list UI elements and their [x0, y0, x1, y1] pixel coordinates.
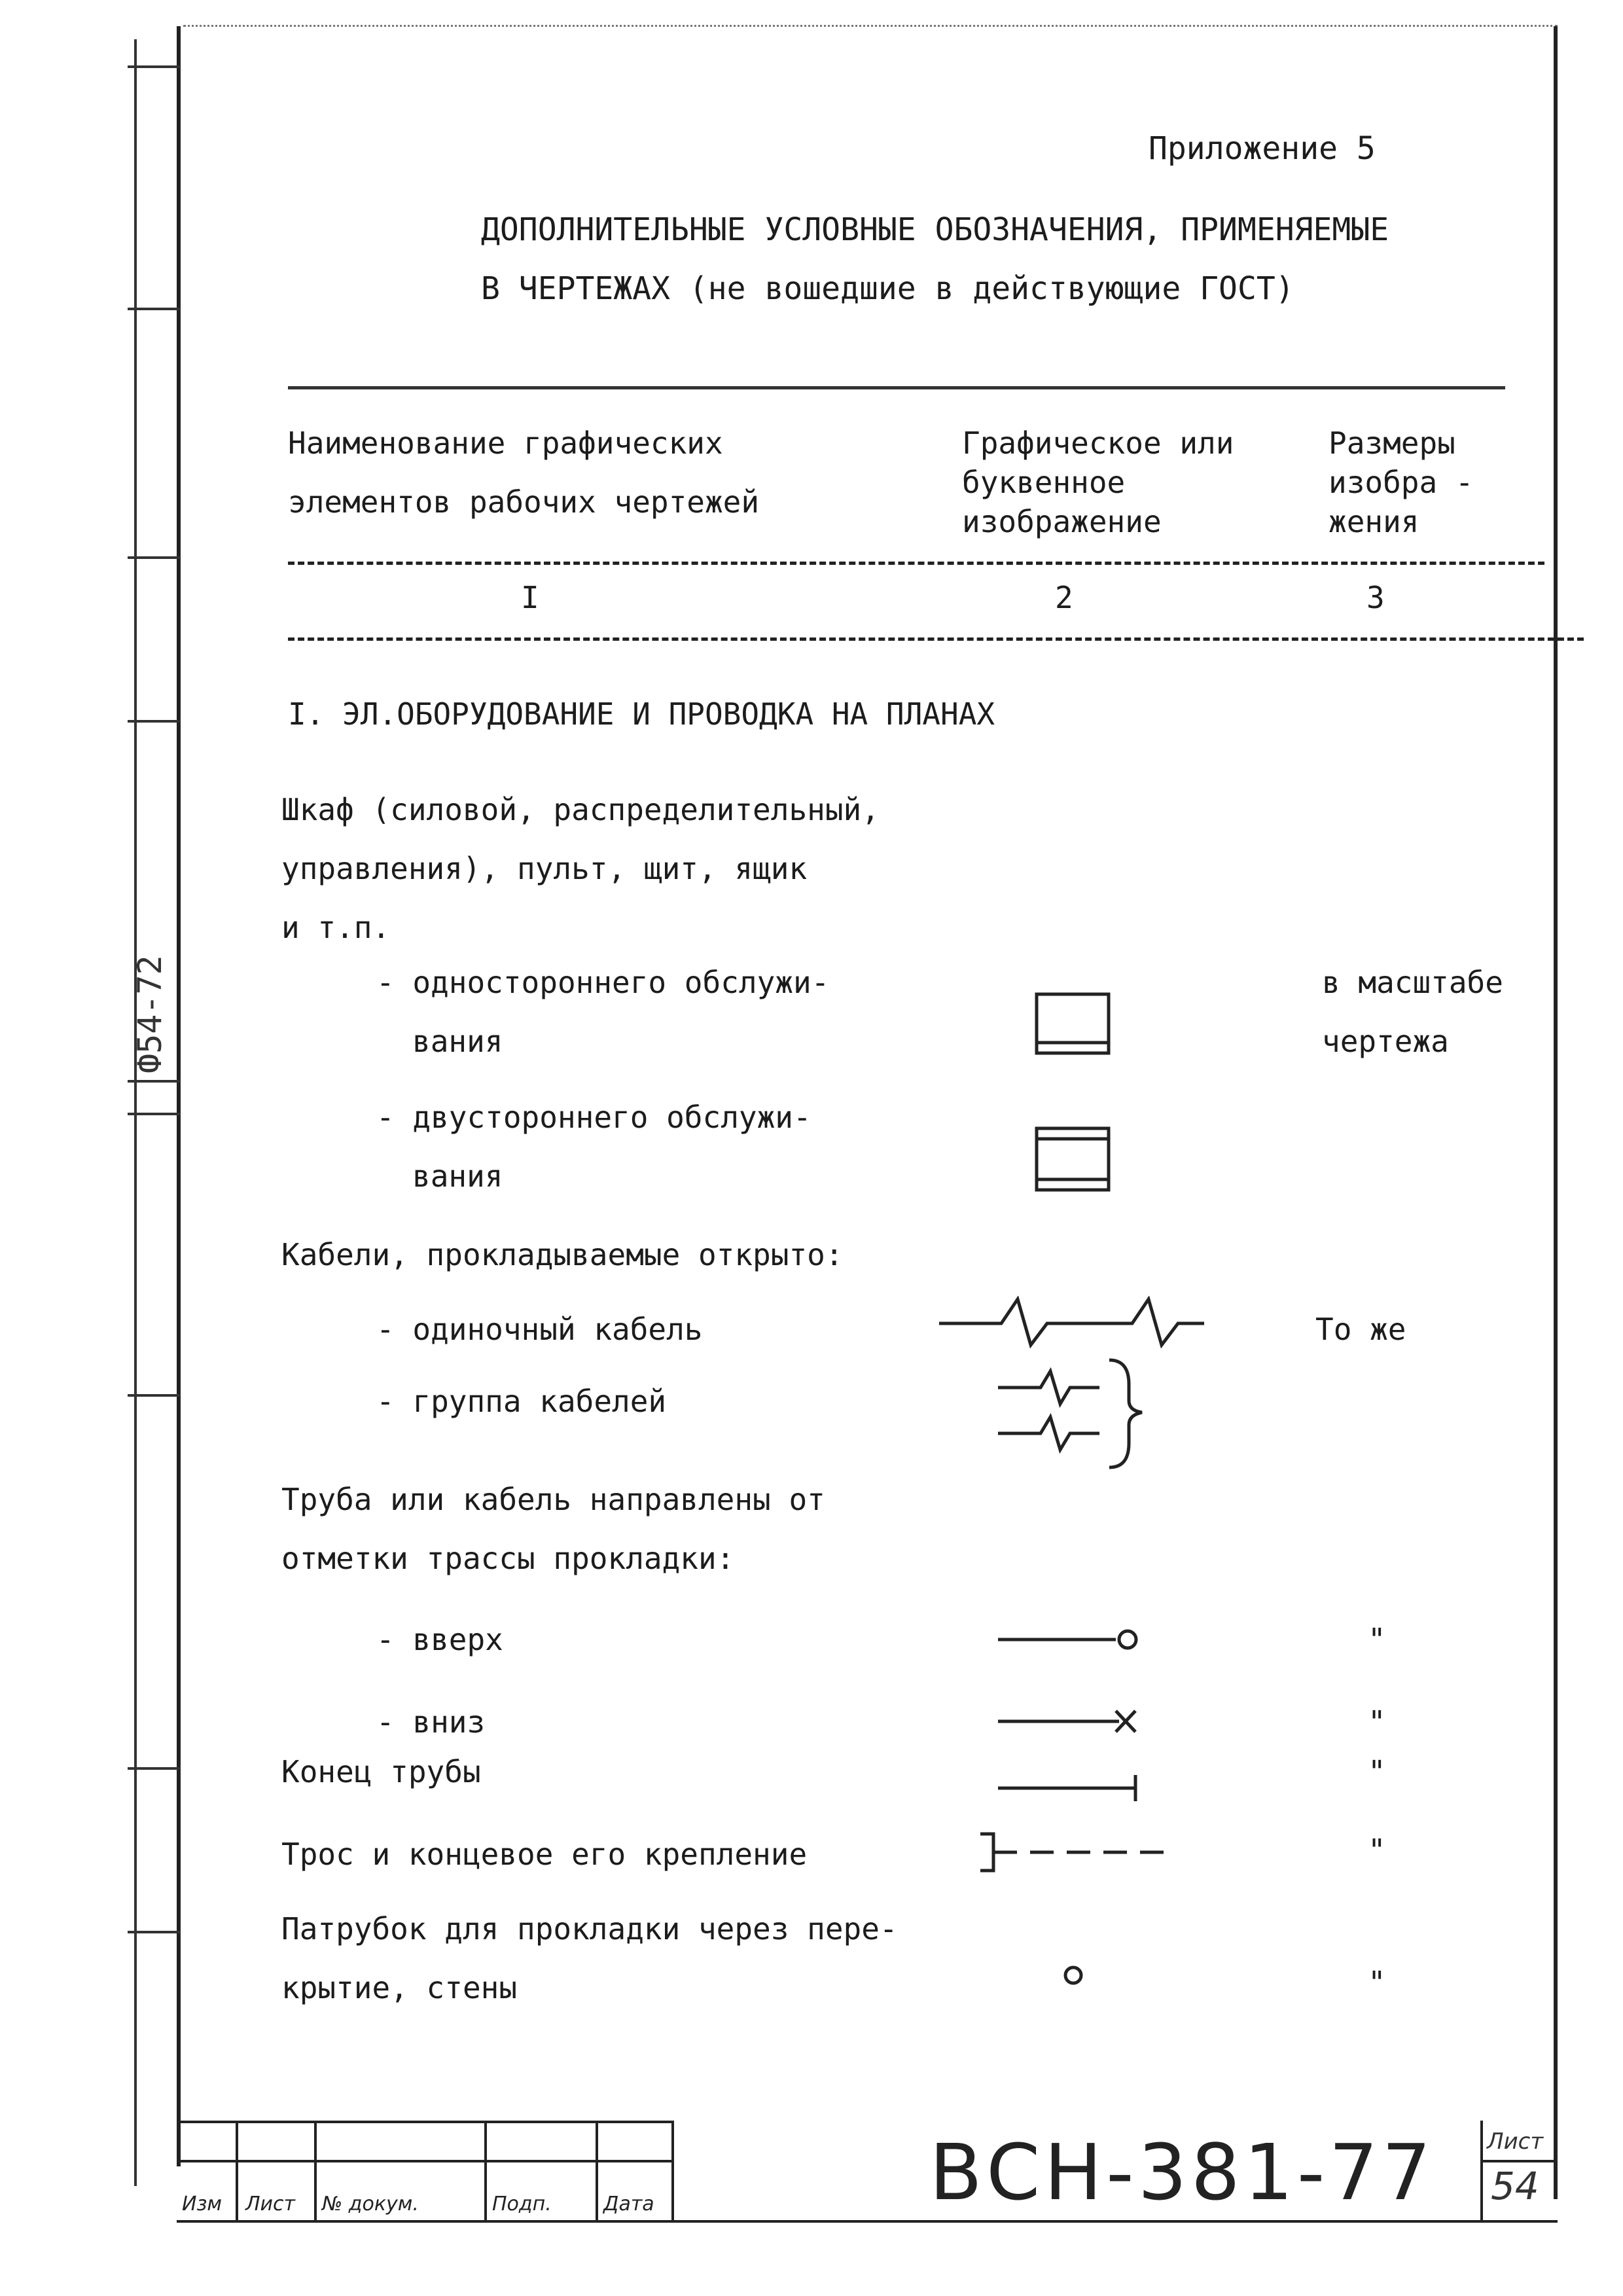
column-number-3: 3 [1366, 580, 1385, 615]
header-col2-line3: изображение [962, 504, 1162, 539]
pipe-end-label: Конец трубы [281, 1754, 481, 1789]
sheet-number: 54 [1491, 2164, 1539, 2208]
header-col3-line3: жения [1329, 504, 1419, 539]
two-side-line2: вания [412, 1158, 503, 1194]
cables-intro: Кабели, прокладываемые открыто: [281, 1237, 844, 1272]
title-line-2: В ЧЕРТЕЖАХ (не вошедшие в действующие ГОСТ) [481, 270, 1294, 307]
section-heading: I. ЭЛ.ОБОРУДОВАНИЕ И ПРОВОДКА НА ПЛАНАХ [288, 696, 995, 732]
stamp-label-doc-number: № докум. [322, 2193, 419, 2215]
stamp-bottom-line [177, 2220, 1558, 2223]
margin-tick [128, 720, 180, 723]
frame-top-line [183, 25, 1558, 27]
header-dashed-rule [288, 562, 1544, 565]
stamp-label-change: Изм [182, 2193, 223, 2215]
two-side-cabinet-symbol [1034, 1126, 1113, 1194]
pipe-up-symbol [995, 1623, 1145, 1656]
sleeve-line2: крытие, стены [281, 1970, 518, 2005]
document-code: ВСН-381-77 [929, 2127, 1435, 2217]
column-number-2: 2 [1055, 580, 1073, 615]
stamp-label-sheet: Лист [245, 2193, 296, 2215]
margin-code: Ф54-72 [131, 955, 169, 1073]
single-cable-symbol [936, 1296, 1211, 1355]
sleeve-symbol [1060, 1962, 1086, 1988]
cabinet-intro-line2: управления), пульт, щит, ящик [281, 851, 808, 886]
pipe-intro-line1: Труба или кабель направлены от [281, 1482, 825, 1517]
margin-tick [128, 1394, 180, 1397]
cabinet-intro-line1: Шкаф (силовой, распределительный, [281, 792, 880, 827]
stamp-col-line [596, 2121, 598, 2221]
one-side-line2: вания [412, 1024, 503, 1059]
stamp-col-line [236, 2121, 238, 2221]
numbers-dashed-rule [288, 637, 1584, 641]
frame-right-border [1554, 26, 1558, 2199]
margin-tick [128, 308, 180, 310]
ditto-mark: " [1368, 1704, 1386, 1740]
cable-group-label: - группа кабелей [376, 1384, 667, 1419]
same-note: То же [1315, 1312, 1406, 1347]
header-col2-line2: буквенное [962, 465, 1126, 500]
margin-tick [128, 1931, 180, 1933]
cable-group-symbol [995, 1355, 1152, 1473]
stamp-col-line [314, 2121, 317, 2221]
single-cable-label: - одиночный кабель [376, 1312, 703, 1347]
scale-note-line2: чертежа [1322, 1024, 1449, 1059]
two-side-line1: - двустороннего обслужи- [376, 1100, 812, 1135]
header-col1-line2: элементов рабочих чертежей [288, 484, 760, 520]
pipe-intro-line2: отметки трассы прокладки: [281, 1541, 735, 1576]
header-top-rule [288, 386, 1505, 389]
margin-tick [128, 556, 180, 559]
cabinet-intro-line3: и т.п. [281, 910, 391, 945]
header-col1-line1: Наименование графических [288, 425, 723, 461]
pipe-end-symbol [995, 1767, 1145, 1806]
margin-tick [128, 1080, 180, 1083]
sheet-label: Лист [1487, 2128, 1544, 2155]
direction-down-label: - вниз [376, 1704, 486, 1740]
scale-note-line1: в масштабе [1322, 965, 1503, 1000]
ditto-mark: " [1368, 1833, 1386, 1868]
stamp-label-signature: Подп. [492, 2193, 552, 2215]
margin-tick [128, 65, 180, 68]
ditto-mark: " [1368, 1965, 1386, 2000]
direction-up-label: - вверх [376, 1622, 503, 1657]
title-line-1: ДОПОЛНИТЕЛЬНЫЕ УСЛОВНЫЕ ОБОЗНАЧЕНИЯ, ПРИМЕНЯЕМЫЕ [481, 211, 1389, 248]
cable-rope-label: Трос и концевое его крепление [281, 1837, 808, 1872]
sleeve-line1: Патрубок для прокладки через пере- [281, 1911, 898, 1946]
stamp-row-line [1480, 2160, 1558, 2162]
ditto-mark: " [1368, 1754, 1386, 1789]
stamp-col-line [1480, 2121, 1483, 2221]
header-col3-line1: Размеры [1329, 425, 1455, 461]
pipe-down-symbol [995, 1702, 1145, 1741]
cable-rope-symbol [975, 1826, 1171, 1878]
margin-tick [128, 1113, 180, 1115]
column-number-1: I [521, 580, 539, 615]
header-col2-line1: Графическое или [962, 425, 1234, 461]
stamp-row-line [177, 2121, 674, 2123]
one-side-cabinet-symbol [1034, 992, 1113, 1057]
header-col3-line2: изобра - [1329, 465, 1474, 500]
stamp-col-line [484, 2121, 487, 2221]
appendix-label: Приложение 5 [1149, 130, 1376, 167]
stamp-row-line [177, 2160, 674, 2162]
frame-left-border [177, 26, 181, 2166]
stamp-label-date: Дата [603, 2193, 654, 2215]
stamp-col-line [671, 2121, 674, 2221]
one-side-line1: - одностороннего обслужи- [376, 965, 830, 1000]
ditto-mark: " [1368, 1622, 1386, 1657]
margin-tick [128, 1767, 180, 1770]
